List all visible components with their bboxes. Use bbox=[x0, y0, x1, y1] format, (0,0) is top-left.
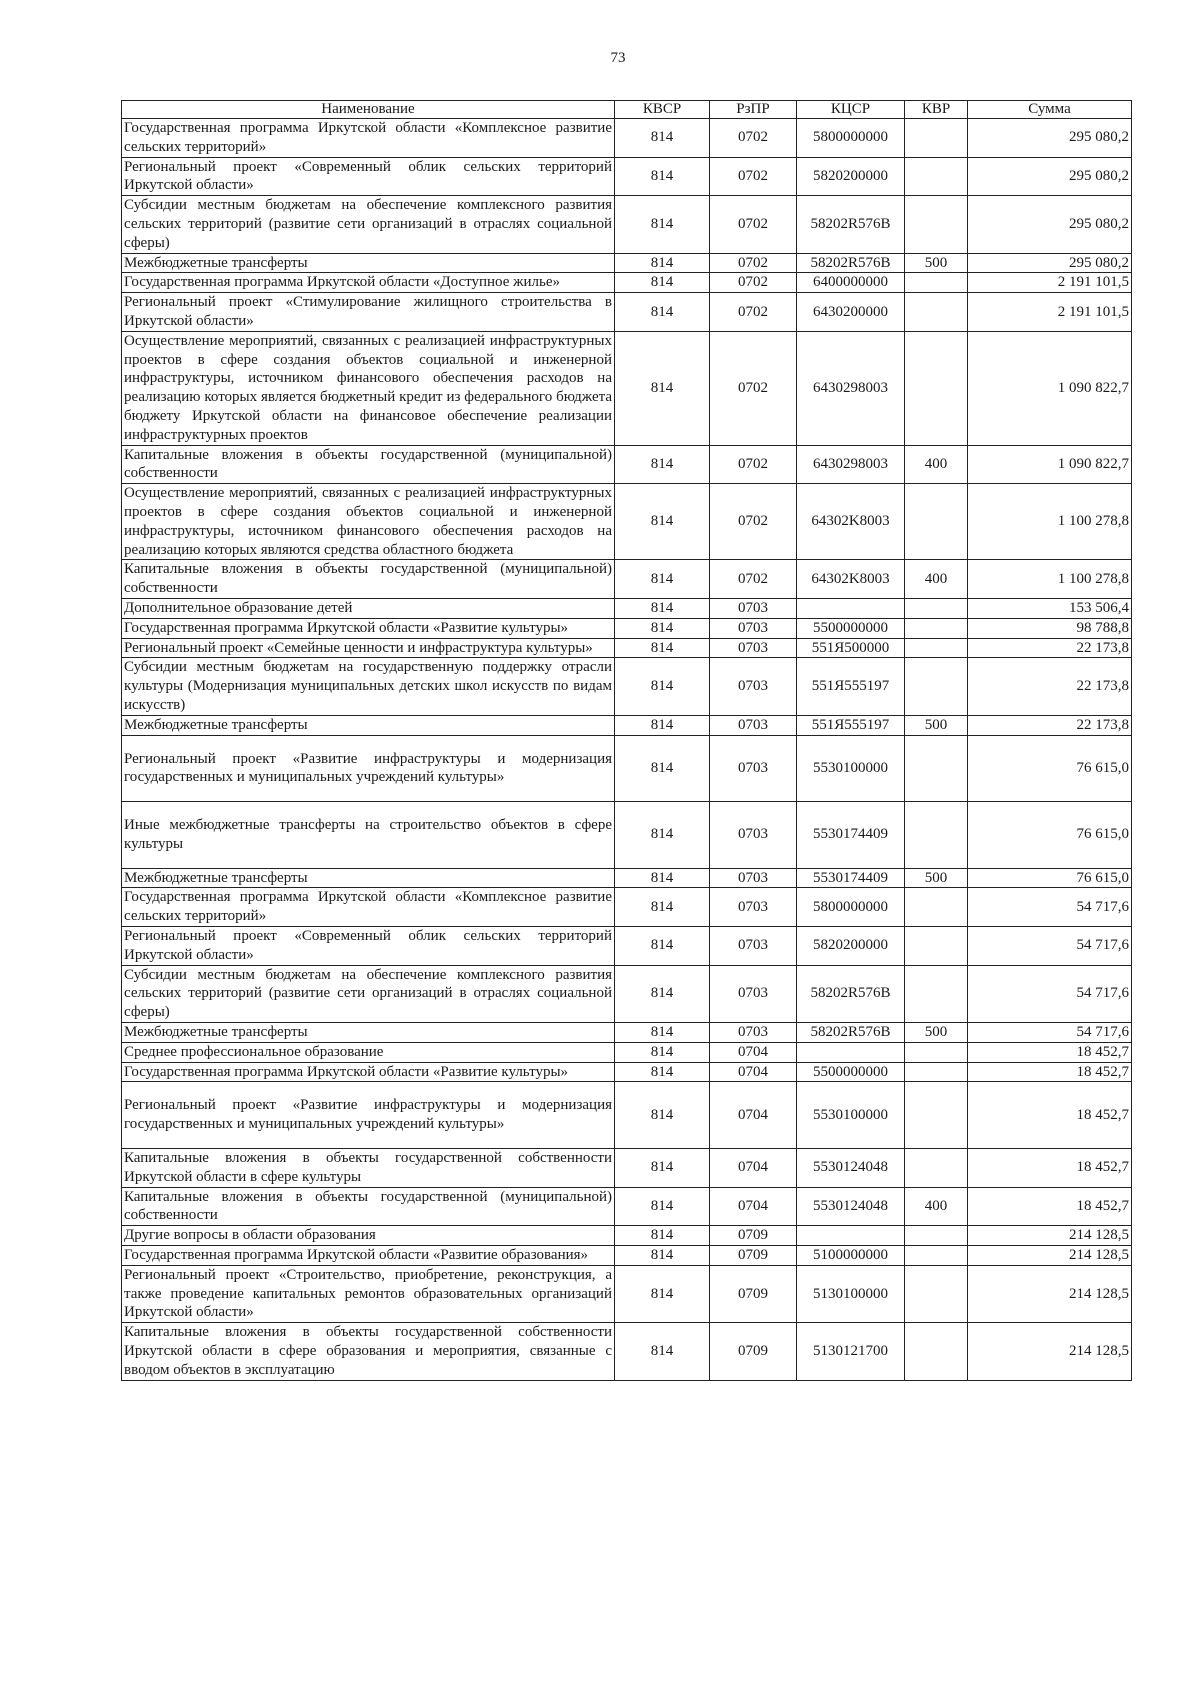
row-sum-cell: 76 615,0 bbox=[968, 735, 1132, 802]
row-sum-cell: 1 090 822,7 bbox=[968, 445, 1132, 484]
row-kvsr-cell: 814 bbox=[615, 1226, 710, 1246]
row-kvr-cell bbox=[905, 802, 968, 869]
row-name-cell: Капитальные вложения в объекты государственной собственности Иркутской области в сфере образования и мероприятия, связанные с вводом объектов в эксплуатацию bbox=[122, 1323, 615, 1380]
row-kvr-cell: 500 bbox=[905, 253, 968, 273]
row-rzpr-cell: 0702 bbox=[710, 119, 797, 158]
row-kvsr-cell: 814 bbox=[615, 1062, 710, 1082]
table-row bbox=[122, 1187, 1132, 1226]
row-rzpr-cell: 0703 bbox=[710, 638, 797, 658]
row-kvr-cell bbox=[905, 598, 968, 618]
row-rzpr-cell: 0702 bbox=[710, 331, 797, 445]
row-name-cell: Государственная программа Иркутской области «Комплексное развитие сельских территорий» bbox=[122, 119, 615, 158]
row-kvr-cell bbox=[905, 1226, 968, 1246]
row-kvr-cell bbox=[905, 1082, 968, 1149]
row-kvsr-cell: 814 bbox=[615, 888, 710, 927]
table-row bbox=[122, 715, 1132, 735]
row-kvr-cell bbox=[905, 331, 968, 445]
row-kvr-cell bbox=[905, 1149, 968, 1188]
row-kvsr-cell: 814 bbox=[615, 331, 710, 445]
row-kcsr-cell bbox=[797, 1042, 905, 1062]
table-row bbox=[122, 598, 1132, 618]
row-sum-cell: 18 452,7 bbox=[968, 1042, 1132, 1062]
table-row bbox=[122, 157, 1132, 196]
row-sum-cell: 1 100 278,8 bbox=[968, 484, 1132, 560]
header-sum: Сумма bbox=[968, 101, 1132, 119]
row-sum-cell: 2 191 101,5 bbox=[968, 273, 1132, 293]
row-kvr-cell: 400 bbox=[905, 445, 968, 484]
table-row bbox=[122, 1323, 1132, 1380]
row-name-cell: Региональный проект «Современный облик сельских территорий Иркутской области» bbox=[122, 927, 615, 966]
row-rzpr-cell: 0703 bbox=[710, 715, 797, 735]
row-name-cell: Межбюджетные трансферты bbox=[122, 253, 615, 273]
table-row bbox=[122, 965, 1132, 1022]
row-rzpr-cell: 0704 bbox=[710, 1082, 797, 1149]
table-row bbox=[122, 1246, 1132, 1266]
row-kcsr-cell: 5820200000 bbox=[797, 157, 905, 196]
row-name-cell: Дополнительное образование детей bbox=[122, 598, 615, 618]
table-row bbox=[122, 293, 1132, 332]
row-sum-cell: 54 717,6 bbox=[968, 965, 1132, 1022]
row-name-cell: Региональный проект «Строительство, приобретение, реконструкция, а также проведение капитальных ремонтов образовательных организаций Иркутской области» bbox=[122, 1265, 615, 1322]
row-name-cell: Субсидии местным бюджетам на обеспечение комплексного развития сельских территорий (развитие сети организаций в отраслях социальной сферы) bbox=[122, 196, 615, 253]
row-kcsr-cell: 5530100000 bbox=[797, 1082, 905, 1149]
row-kvsr-cell: 814 bbox=[615, 965, 710, 1022]
row-kcsr-cell: 5800000000 bbox=[797, 888, 905, 927]
row-rzpr-cell: 0703 bbox=[710, 735, 797, 802]
row-kcsr-cell: 5500000000 bbox=[797, 618, 905, 638]
table-row bbox=[122, 888, 1132, 927]
row-rzpr-cell: 0702 bbox=[710, 273, 797, 293]
row-sum-cell: 54 717,6 bbox=[968, 927, 1132, 966]
row-kvr-cell bbox=[905, 1062, 968, 1082]
table-row bbox=[122, 618, 1132, 638]
row-kvsr-cell: 814 bbox=[615, 927, 710, 966]
row-name-cell: Государственная программа Иркутской области «Комплексное развитие сельских территорий» bbox=[122, 888, 615, 927]
row-name-cell: Иные межбюджетные трансферты на строительство объектов в сфере культуры bbox=[122, 802, 615, 869]
row-rzpr-cell: 0703 bbox=[710, 802, 797, 869]
row-sum-cell: 22 173,8 bbox=[968, 715, 1132, 735]
row-rzpr-cell: 0702 bbox=[710, 157, 797, 196]
row-name-cell: Государственная программа Иркутской области «Развитие культуры» bbox=[122, 1062, 615, 1082]
table-row bbox=[122, 868, 1132, 888]
table-body bbox=[122, 119, 1132, 1381]
row-kvr-cell bbox=[905, 196, 968, 253]
row-kcsr-cell: 58202R576B bbox=[797, 253, 905, 273]
row-kvr-cell bbox=[905, 618, 968, 638]
row-sum-cell: 18 452,7 bbox=[968, 1082, 1132, 1149]
row-kvsr-cell: 814 bbox=[615, 1265, 710, 1322]
row-name-cell: Государственная программа Иркутской области «Развитие образования» bbox=[122, 1246, 615, 1266]
row-rzpr-cell: 0702 bbox=[710, 445, 797, 484]
row-kcsr-cell: 5530100000 bbox=[797, 735, 905, 802]
row-name-cell: Капитальные вложения в объекты государственной (муниципальной) собственности bbox=[122, 560, 615, 599]
row-sum-cell: 18 452,7 bbox=[968, 1149, 1132, 1188]
row-sum-cell: 214 128,5 bbox=[968, 1226, 1132, 1246]
row-rzpr-cell: 0702 bbox=[710, 560, 797, 599]
row-kvr-cell bbox=[905, 293, 968, 332]
row-kcsr-cell: 58202R576B bbox=[797, 196, 905, 253]
row-sum-cell: 22 173,8 bbox=[968, 638, 1132, 658]
row-name-cell: Среднее профессиональное образование bbox=[122, 1042, 615, 1062]
row-kcsr-cell: 5530124048 bbox=[797, 1149, 905, 1188]
row-name-cell: Региональный проект «Развитие инфраструктуры и модернизация государственных и муниципальных учреждений культуры» bbox=[122, 735, 615, 802]
table-row bbox=[122, 1149, 1132, 1188]
row-kcsr-cell: 58202R576B bbox=[797, 965, 905, 1022]
row-kvsr-cell: 814 bbox=[615, 1042, 710, 1062]
row-kcsr-cell: 5500000000 bbox=[797, 1062, 905, 1082]
row-kvsr-cell: 814 bbox=[615, 253, 710, 273]
row-rzpr-cell: 0703 bbox=[710, 1023, 797, 1043]
row-rzpr-cell: 0704 bbox=[710, 1149, 797, 1188]
row-kvsr-cell: 814 bbox=[615, 598, 710, 618]
row-kcsr-cell: 551Я555197 bbox=[797, 715, 905, 735]
row-kcsr-cell: 5800000000 bbox=[797, 119, 905, 158]
table-row bbox=[122, 1042, 1132, 1062]
row-kcsr-cell: 5530124048 bbox=[797, 1187, 905, 1226]
row-kvsr-cell: 814 bbox=[615, 868, 710, 888]
row-rzpr-cell: 0703 bbox=[710, 658, 797, 715]
row-sum-cell: 153 506,4 bbox=[968, 598, 1132, 618]
row-kvsr-cell: 814 bbox=[615, 1323, 710, 1380]
row-kvr-cell bbox=[905, 273, 968, 293]
row-rzpr-cell: 0704 bbox=[710, 1187, 797, 1226]
row-kvsr-cell: 814 bbox=[615, 658, 710, 715]
row-name-cell: Региональный проект «Семейные ценности и инфраструктура культуры» bbox=[122, 638, 615, 658]
row-sum-cell: 1 100 278,8 bbox=[968, 560, 1132, 599]
table-row bbox=[122, 331, 1132, 445]
row-name-cell: Региональный проект «Развитие инфраструктуры и модернизация государственных и муниципальных учреждений культуры» bbox=[122, 1082, 615, 1149]
row-kcsr-cell: 5530174409 bbox=[797, 802, 905, 869]
row-kvr-cell: 500 bbox=[905, 1023, 968, 1043]
row-kvr-cell: 400 bbox=[905, 1187, 968, 1226]
table-header-row bbox=[122, 101, 1132, 119]
row-name-cell: Капитальные вложения в объекты государственной собственности Иркутской области в сфере культуры bbox=[122, 1149, 615, 1188]
row-kcsr-cell: 5130121700 bbox=[797, 1323, 905, 1380]
row-sum-cell: 98 788,8 bbox=[968, 618, 1132, 638]
row-name-cell: Капитальные вложения в объекты государственной (муниципальной) собственности bbox=[122, 1187, 615, 1226]
row-rzpr-cell: 0709 bbox=[710, 1265, 797, 1322]
row-rzpr-cell: 0703 bbox=[710, 598, 797, 618]
row-name-cell: Осуществление мероприятий, связанных с реализацией инфраструктурных проектов в сфере создания объектов социальной и инженерной инфраструктуры, источником финансового обеспечения расходов на реализацию которых являются средства областного бюджета bbox=[122, 484, 615, 560]
row-name-cell: Субсидии местным бюджетам на государственную поддержку отрасли культуры (Модернизация муниципальных детских школ искусств по видам искусств) bbox=[122, 658, 615, 715]
row-kvr-cell bbox=[905, 484, 968, 560]
row-rzpr-cell: 0704 bbox=[710, 1062, 797, 1082]
row-sum-cell: 54 717,6 bbox=[968, 888, 1132, 927]
budget-table bbox=[121, 100, 1132, 1381]
row-sum-cell: 214 128,5 bbox=[968, 1265, 1132, 1322]
row-kvsr-cell: 814 bbox=[615, 1023, 710, 1043]
table-row bbox=[122, 484, 1132, 560]
row-kvsr-cell: 814 bbox=[615, 1082, 710, 1149]
row-rzpr-cell: 0709 bbox=[710, 1246, 797, 1266]
row-rzpr-cell: 0703 bbox=[710, 888, 797, 927]
row-kvsr-cell: 814 bbox=[615, 560, 710, 599]
row-kvr-cell bbox=[905, 888, 968, 927]
row-kcsr-cell: 5530174409 bbox=[797, 868, 905, 888]
header-kvr: КВР bbox=[905, 101, 968, 119]
table-row bbox=[122, 445, 1132, 484]
table-row bbox=[122, 658, 1132, 715]
row-name-cell: Межбюджетные трансферты bbox=[122, 1023, 615, 1043]
row-kvsr-cell: 814 bbox=[615, 715, 710, 735]
row-kvsr-cell: 814 bbox=[615, 638, 710, 658]
row-kvr-cell bbox=[905, 1265, 968, 1322]
row-name-cell: Другие вопросы в области образования bbox=[122, 1226, 615, 1246]
row-rzpr-cell: 0709 bbox=[710, 1226, 797, 1246]
row-kvsr-cell: 814 bbox=[615, 1246, 710, 1266]
row-name-cell: Региональный проект «Стимулирование жилищного строительства в Иркутской области» bbox=[122, 293, 615, 332]
table-row bbox=[122, 273, 1132, 293]
row-sum-cell: 1 090 822,7 bbox=[968, 331, 1132, 445]
row-kvsr-cell: 814 bbox=[615, 445, 710, 484]
row-kvsr-cell: 814 bbox=[615, 273, 710, 293]
row-kcsr-cell: 58202R576B bbox=[797, 1023, 905, 1043]
header-kcsr: КЦСР bbox=[797, 101, 905, 119]
header-kvsr: КВСР bbox=[615, 101, 710, 119]
row-rzpr-cell: 0702 bbox=[710, 253, 797, 273]
row-kcsr-cell: 5100000000 bbox=[797, 1246, 905, 1266]
table-row bbox=[122, 196, 1132, 253]
row-kvsr-cell: 814 bbox=[615, 119, 710, 158]
row-sum-cell: 18 452,7 bbox=[968, 1187, 1132, 1226]
row-rzpr-cell: 0703 bbox=[710, 618, 797, 638]
row-kcsr-cell: 551Я555197 bbox=[797, 658, 905, 715]
row-sum-cell: 295 080,2 bbox=[968, 157, 1132, 196]
row-sum-cell: 295 080,2 bbox=[968, 119, 1132, 158]
row-kvsr-cell: 814 bbox=[615, 293, 710, 332]
header-rzpr: РзПР bbox=[710, 101, 797, 119]
row-kcsr-cell: 5820200000 bbox=[797, 927, 905, 966]
row-name-cell: Региональный проект «Современный облик сельских территорий Иркутской области» bbox=[122, 157, 615, 196]
row-rzpr-cell: 0703 bbox=[710, 965, 797, 1022]
row-rzpr-cell: 0704 bbox=[710, 1042, 797, 1062]
row-sum-cell: 214 128,5 bbox=[968, 1323, 1132, 1380]
table-row bbox=[122, 638, 1132, 658]
row-kvr-cell bbox=[905, 1323, 968, 1380]
row-kcsr-cell: 64302K8003 bbox=[797, 560, 905, 599]
table-row bbox=[122, 1226, 1132, 1246]
row-sum-cell: 295 080,2 bbox=[968, 253, 1132, 273]
table-row bbox=[122, 253, 1132, 273]
row-sum-cell: 54 717,6 bbox=[968, 1023, 1132, 1043]
row-sum-cell: 2 191 101,5 bbox=[968, 293, 1132, 332]
table-row bbox=[122, 802, 1132, 869]
row-rzpr-cell: 0709 bbox=[710, 1323, 797, 1380]
row-kvr-cell bbox=[905, 1042, 968, 1062]
row-kcsr-cell: 6400000000 bbox=[797, 273, 905, 293]
row-rzpr-cell: 0703 bbox=[710, 868, 797, 888]
row-sum-cell: 295 080,2 bbox=[968, 196, 1132, 253]
row-kvr-cell bbox=[905, 965, 968, 1022]
table-row bbox=[122, 119, 1132, 158]
header-name: Наименование bbox=[122, 101, 615, 119]
row-kvsr-cell: 814 bbox=[615, 802, 710, 869]
table-row bbox=[122, 1023, 1132, 1043]
row-rzpr-cell: 0702 bbox=[710, 196, 797, 253]
row-name-cell: Государственная программа Иркутской области «Доступное жилье» bbox=[122, 273, 615, 293]
row-name-cell: Межбюджетные трансферты bbox=[122, 868, 615, 888]
table-row bbox=[122, 927, 1132, 966]
row-rzpr-cell: 0702 bbox=[710, 484, 797, 560]
row-kvsr-cell: 814 bbox=[615, 735, 710, 802]
row-name-cell: Государственная программа Иркутской области «Развитие культуры» bbox=[122, 618, 615, 638]
row-kvr-cell bbox=[905, 157, 968, 196]
row-sum-cell: 214 128,5 bbox=[968, 1246, 1132, 1266]
row-kvsr-cell: 814 bbox=[615, 1149, 710, 1188]
table-row bbox=[122, 735, 1132, 802]
row-name-cell: Капитальные вложения в объекты государственной (муниципальной) собственности bbox=[122, 445, 615, 484]
row-kvr-cell bbox=[905, 638, 968, 658]
row-kvr-cell: 500 bbox=[905, 868, 968, 888]
row-kvr-cell bbox=[905, 119, 968, 158]
row-rzpr-cell: 0703 bbox=[710, 927, 797, 966]
row-kvsr-cell: 814 bbox=[615, 157, 710, 196]
row-name-cell: Осуществление мероприятий, связанных с реализацией инфраструктурных проектов в сфере создания объектов социальной и инженерной инфраструктуры, источником финансового обеспечения расходов на реализацию которых является бюджетный кредит из федерального бюджета бюджету Иркутской области на финансовое обеспечение реализации инфраструктурных проектов bbox=[122, 331, 615, 445]
row-kvr-cell: 400 bbox=[905, 560, 968, 599]
row-kvsr-cell: 814 bbox=[615, 196, 710, 253]
row-kvr-cell: 500 bbox=[905, 715, 968, 735]
page-number: 73 bbox=[610, 50, 626, 66]
row-kcsr-cell: 6430298003 bbox=[797, 331, 905, 445]
row-kcsr-cell: 551Я500000 bbox=[797, 638, 905, 658]
row-kcsr-cell: 6430298003 bbox=[797, 445, 905, 484]
row-kcsr-cell bbox=[797, 598, 905, 618]
row-kcsr-cell bbox=[797, 1226, 905, 1246]
row-name-cell: Субсидии местным бюджетам на обеспечение комплексного развития сельских территорий (развитие сети организаций в отраслях социальной сферы) bbox=[122, 965, 615, 1022]
row-sum-cell: 76 615,0 bbox=[968, 802, 1132, 869]
row-kcsr-cell: 5130100000 bbox=[797, 1265, 905, 1322]
table-row bbox=[122, 1062, 1132, 1082]
row-sum-cell: 76 615,0 bbox=[968, 868, 1132, 888]
row-kvsr-cell: 814 bbox=[615, 484, 710, 560]
row-kvr-cell bbox=[905, 1246, 968, 1266]
row-kvr-cell bbox=[905, 658, 968, 715]
row-kvsr-cell: 814 bbox=[615, 618, 710, 638]
table-row bbox=[122, 560, 1132, 599]
table-row bbox=[122, 1082, 1132, 1149]
table-row bbox=[122, 1265, 1132, 1322]
row-sum-cell: 22 173,8 bbox=[968, 658, 1132, 715]
row-rzpr-cell: 0702 bbox=[710, 293, 797, 332]
row-kcsr-cell: 6430200000 bbox=[797, 293, 905, 332]
row-kcsr-cell: 64302K8003 bbox=[797, 484, 905, 560]
row-kvr-cell bbox=[905, 735, 968, 802]
row-kvr-cell bbox=[905, 927, 968, 966]
row-name-cell: Межбюджетные трансферты bbox=[122, 715, 615, 735]
row-kvsr-cell: 814 bbox=[615, 1187, 710, 1226]
row-sum-cell: 18 452,7 bbox=[968, 1062, 1132, 1082]
